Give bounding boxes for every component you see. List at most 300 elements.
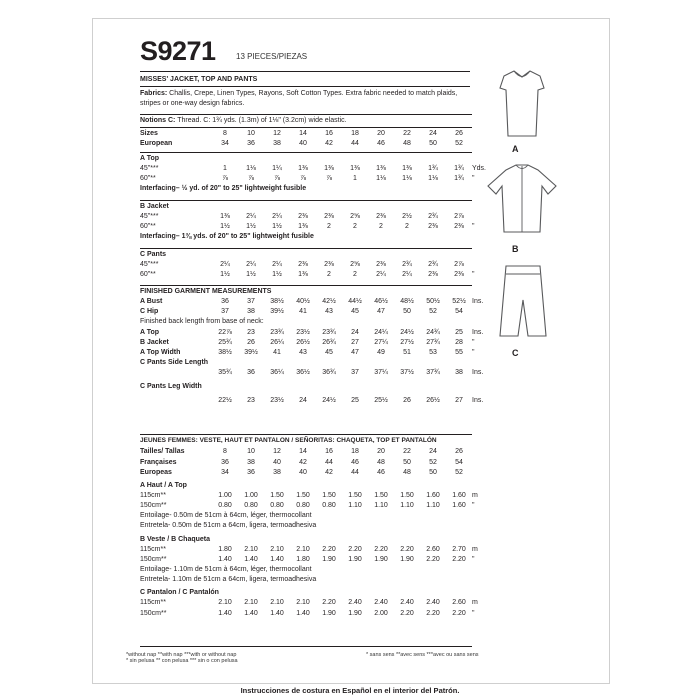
- value-cell: 55: [455, 348, 463, 356]
- value-cell: 54: [455, 458, 463, 466]
- value-cell: 1⅜: [402, 165, 412, 173]
- table-row: [140, 222, 494, 232]
- value-cell: 1⅜: [324, 165, 334, 173]
- value-cell: 37¾: [426, 369, 440, 377]
- section-c-pants: [140, 250, 494, 280]
- value-cell: 2⅜: [298, 261, 308, 269]
- unit-cell: Ins.: [472, 298, 484, 306]
- value-cell: 1.40: [218, 609, 232, 617]
- value-cell: 26: [455, 448, 463, 456]
- size-cell: 36: [247, 140, 255, 148]
- value-cell: 2.40: [426, 599, 440, 607]
- size-cell: 38: [273, 140, 281, 148]
- interfacing-note: Interfacing– 1⅜ yds. of 20" to 25" lightweight fusible: [140, 233, 314, 241]
- interfacing-note: Interfacing– ½ yd. of 20" to 25" lightweight fusible: [140, 185, 307, 193]
- value-cell: 22: [403, 448, 411, 456]
- table-row: [140, 491, 494, 501]
- unit-cell: ": [472, 555, 475, 563]
- value-cell: 1½: [246, 271, 256, 279]
- value-cell: 1.10: [400, 502, 414, 510]
- section-b-jacket: [140, 202, 494, 243]
- value-cell: 40: [299, 468, 307, 476]
- value-cell: 2.20: [400, 545, 414, 553]
- value-cell: 2.20: [322, 599, 336, 607]
- value-cell: 45: [351, 308, 359, 316]
- value-cell: 1.90: [348, 609, 362, 617]
- unit-cell: ": [472, 271, 475, 279]
- value-cell: 1.50: [296, 491, 310, 499]
- row-label: 45"***: [140, 261, 159, 269]
- value-cell: 2.20: [452, 555, 466, 563]
- size-cell: 50: [429, 140, 437, 148]
- value-cell: 2.20: [426, 555, 440, 563]
- table-row: [140, 164, 494, 174]
- table-row: [140, 328, 494, 338]
- value-cell: 47: [351, 348, 359, 356]
- value-cell: 35¾: [218, 369, 232, 377]
- value-cell: ⅞: [222, 175, 228, 183]
- footnotes: [126, 652, 596, 664]
- row-label: A Top Width: [140, 348, 181, 356]
- value-cell: 2¼: [402, 271, 412, 279]
- value-cell: ⅞: [300, 175, 306, 183]
- value-cell: ⅞: [248, 175, 254, 183]
- value-cell: 45: [325, 348, 333, 356]
- value-cell: 49: [377, 348, 385, 356]
- size-cell: 10: [247, 130, 255, 137]
- section-name: B Jacket: [140, 203, 169, 210]
- value-cell: 39½: [270, 308, 284, 316]
- row-label: 45"***: [140, 165, 159, 173]
- unit-cell: ": [472, 338, 475, 346]
- value-cell: 1.40: [218, 555, 232, 563]
- value-cell: 1.90: [322, 609, 336, 617]
- row-label: 60"**: [140, 175, 156, 183]
- value-cell: 25¾: [218, 338, 232, 346]
- value-cell: 2.00: [374, 609, 388, 617]
- row-label: 45"***: [140, 213, 159, 221]
- value-cell: 1.50: [374, 491, 388, 499]
- value-cell: 54: [455, 308, 463, 316]
- figure-a: [470, 68, 600, 154]
- value-cell: 24½: [322, 397, 336, 405]
- value-cell: 1½: [246, 223, 256, 231]
- value-cell: 26¾: [322, 338, 336, 346]
- value-cell: 1⅜: [298, 271, 308, 279]
- value-cell: 2.10: [296, 599, 310, 607]
- value-cell: 28: [455, 338, 463, 346]
- value-cell: 24: [429, 448, 437, 456]
- euro-row-label: European: [140, 140, 173, 148]
- value-cell: 26¼: [270, 338, 284, 346]
- value-cell: 2.20: [322, 545, 336, 553]
- value-cell: 22½: [218, 397, 232, 405]
- finished-measurements: [140, 287, 494, 407]
- value-cell: 2: [327, 223, 331, 231]
- table-row: [140, 447, 494, 457]
- value-cell: 2: [379, 223, 383, 231]
- value-cell: 39½: [244, 348, 258, 356]
- value-cell: 2¾: [428, 213, 438, 221]
- unit-cell: ": [472, 502, 475, 510]
- pieces-count: 13 PIECES/PIEZAS: [236, 52, 308, 61]
- value-cell: 50½: [426, 298, 440, 306]
- value-cell: 2.20: [452, 609, 466, 617]
- row-label: A Top: [140, 328, 160, 336]
- value-cell: 38: [247, 308, 255, 316]
- size-cell: 48: [403, 140, 411, 148]
- value-cell: 2⅜: [428, 223, 438, 231]
- value-cell: 1: [353, 175, 357, 183]
- value-cell: 2¼: [246, 261, 256, 269]
- value-cell: 2.40: [374, 599, 388, 607]
- notions-line: [140, 116, 472, 126]
- value-cell: 24: [351, 328, 359, 336]
- value-cell: 36: [221, 298, 229, 306]
- value-cell: 1.00: [244, 491, 258, 499]
- footnote-line: * sin pelusa ** con pelusa *** sin o con pelusa: [126, 658, 238, 664]
- value-cell: 48½: [400, 298, 414, 306]
- value-cell: 1½: [272, 223, 282, 231]
- value-cell: 2⅝: [350, 213, 360, 221]
- section-name: C Pants: [140, 251, 167, 258]
- value-cell: 1.40: [270, 555, 284, 563]
- value-cell: 2.70: [452, 545, 466, 553]
- row-label: 115cm**: [140, 599, 166, 607]
- value-cell: 24½: [400, 328, 414, 336]
- value-cell: 1.60: [452, 502, 466, 510]
- value-cell: 2⅝: [350, 261, 360, 269]
- value-cell: 2.10: [296, 545, 310, 553]
- value-cell: 2¼: [246, 213, 256, 221]
- value-cell: 40½: [296, 298, 310, 306]
- value-cell: 48: [377, 458, 385, 466]
- value-cell: 37: [221, 308, 229, 316]
- finished-title: FINISHED GARMENT MEASUREMENTS: [140, 288, 272, 295]
- size-cell: 8: [223, 130, 227, 137]
- top-garment-icon: [470, 68, 590, 144]
- row-label: 60"**: [140, 271, 156, 279]
- unit-cell: ": [472, 609, 475, 617]
- value-cell: 1⅜: [376, 165, 386, 173]
- value-cell: 26½: [296, 338, 310, 346]
- table-row: [140, 348, 494, 358]
- value-cell: 42½: [322, 298, 336, 306]
- value-cell: 2⅜: [324, 261, 334, 269]
- size-cell: 44: [351, 140, 359, 148]
- figure-label: B: [512, 244, 519, 254]
- value-cell: 1.40: [244, 609, 258, 617]
- value-cell: 36: [247, 468, 255, 476]
- value-cell: 1.50: [322, 491, 336, 499]
- value-cell: 1¾: [428, 165, 438, 173]
- value-cell: 41: [299, 308, 307, 316]
- value-cell: 1.90: [400, 555, 414, 563]
- group-note: Entretela- 1.10m de 51cm a 64cm, ligera, termoadhesiva: [140, 576, 317, 584]
- value-cell: 41: [273, 348, 281, 356]
- size-cell: 22: [403, 130, 411, 137]
- value-cell: 1.00: [218, 491, 232, 499]
- value-cell: 2⅜: [376, 213, 386, 221]
- value-cell: 12: [273, 448, 281, 456]
- value-cell: 2⅜: [324, 213, 334, 221]
- size-cell: 20: [377, 130, 385, 137]
- value-cell: 23½: [296, 328, 310, 336]
- back-length-title: Finished back length from base of neck:: [140, 318, 264, 326]
- value-cell: 2.10: [270, 599, 284, 607]
- unit-cell: ": [472, 348, 475, 356]
- size-cell: 18: [351, 130, 359, 137]
- value-cell: 1.50: [270, 491, 284, 499]
- table-row: [140, 129, 494, 139]
- footnote-line: *without nap **with nap ***with or without nap: [126, 652, 237, 658]
- value-cell: 34: [221, 468, 229, 476]
- size-cell: 42: [325, 140, 333, 148]
- value-cell: 44: [325, 458, 333, 466]
- figure-label: C: [512, 348, 519, 358]
- group-note: Entoilage- 0.50m de 51cm à 64cm, léger, thermocollant: [140, 512, 312, 520]
- row-label: 150cm**: [140, 555, 167, 563]
- value-cell: 20: [377, 448, 385, 456]
- value-cell: 52: [429, 308, 437, 316]
- table-row: [140, 396, 494, 406]
- value-cell: 1⅛: [246, 165, 256, 173]
- value-cell: 1.40: [244, 555, 258, 563]
- value-cell: 23: [247, 328, 255, 336]
- row-label: 150cm**: [140, 609, 167, 617]
- group-note: Entoilage- 1.10m de 51cm à 64cm, léger, thermocollant: [140, 565, 312, 573]
- table-row: [140, 270, 494, 280]
- size-cell: 40: [299, 140, 307, 148]
- table-row: [140, 260, 494, 270]
- row-label: Tailles/ Tallas: [140, 448, 185, 456]
- notions-text: Thread. C: 1¾ yds. (1.3m) of 1⅛" (3.2cm) wide elastic.: [175, 117, 347, 124]
- value-cell: 1.40: [270, 609, 284, 617]
- page-title: S9271: [140, 36, 216, 66]
- value-cell: 2¼: [376, 271, 386, 279]
- value-cell: 38: [247, 458, 255, 466]
- table-row: [140, 174, 494, 184]
- fabrics-label: Fabrics:: [140, 90, 168, 97]
- value-cell: 37¼: [374, 369, 388, 377]
- row-label: [140, 396, 212, 406]
- figure-label: A: [512, 144, 519, 154]
- value-cell: 52: [455, 468, 463, 476]
- value-cell: 24¼: [374, 328, 388, 336]
- section-a-top: [140, 154, 494, 195]
- value-cell: 1¾: [454, 175, 464, 183]
- value-cell: 2⅜: [428, 271, 438, 279]
- value-cell: 1⅜: [298, 223, 308, 231]
- value-cell: 2¼: [272, 261, 282, 269]
- row-label: C Hip: [140, 308, 159, 316]
- value-cell: 1⅛: [402, 175, 412, 183]
- value-cell: 25½: [374, 397, 388, 405]
- value-cell: 42: [299, 458, 307, 466]
- value-cell: 52: [429, 458, 437, 466]
- value-cell: 16: [325, 448, 333, 456]
- value-cell: 1⅛: [376, 175, 386, 183]
- value-cell: 24: [299, 397, 307, 405]
- spanish-instructions-note: Instrucciones de costura en Español en el interior del Patrón.: [240, 686, 460, 695]
- value-cell: 51: [403, 348, 411, 356]
- table-row: [140, 555, 494, 565]
- group-name: A Haut / A Top: [140, 481, 187, 489]
- section-name: A Top: [140, 155, 160, 162]
- value-cell: 2.40: [400, 599, 414, 607]
- size-cell: 46: [377, 140, 385, 148]
- value-cell: 1.50: [400, 491, 414, 499]
- value-cell: 36¾: [322, 369, 336, 377]
- value-cell: 38½: [270, 298, 284, 306]
- value-cell: 1: [223, 165, 227, 173]
- unit-cell: Ins.: [472, 369, 484, 377]
- row-label: 60"**: [140, 223, 156, 231]
- value-cell: 2: [405, 223, 409, 231]
- value-cell: 0.80: [244, 502, 258, 510]
- group-note: Entretela- 0.50m de 51cm a 64cm, ligera, termoadhesiva: [140, 522, 317, 530]
- value-cell: 23½: [270, 397, 284, 405]
- value-cell: 37: [247, 298, 255, 306]
- value-cell: 36¼: [270, 369, 284, 377]
- value-cell: 2½: [402, 213, 412, 221]
- value-cell: 48: [403, 468, 411, 476]
- table-row: [140, 139, 494, 149]
- table-row: [140, 598, 494, 608]
- table-row: [140, 212, 494, 222]
- value-cell: 2: [327, 271, 331, 279]
- size-cell: 34: [221, 140, 229, 148]
- value-cell: 38: [273, 468, 281, 476]
- value-cell: 2¾: [428, 261, 438, 269]
- value-cell: 46: [377, 468, 385, 476]
- table-row: [140, 297, 494, 307]
- value-cell: 2.20: [400, 609, 414, 617]
- unit-cell: m: [472, 599, 478, 607]
- value-cell: 2.20: [426, 609, 440, 617]
- row-label: 115cm**: [140, 491, 166, 499]
- value-cell: 38: [455, 369, 463, 377]
- row-label: 150cm**: [140, 502, 167, 510]
- unit-cell: Yds.: [472, 165, 487, 173]
- value-cell: 23¾: [270, 328, 284, 336]
- value-cell: 2.20: [348, 545, 362, 553]
- value-cell: 2.40: [348, 599, 362, 607]
- value-cell: 1.10: [348, 502, 362, 510]
- value-cell: 50: [403, 458, 411, 466]
- unit-cell: ": [472, 223, 475, 231]
- value-cell: 43: [299, 348, 307, 356]
- table-row: [140, 545, 494, 555]
- sizes-table: [140, 129, 494, 149]
- table-row: [140, 501, 494, 511]
- value-cell: 2.60: [452, 599, 466, 607]
- value-cell: 2⅜: [298, 213, 308, 221]
- value-cell: 0.80: [270, 502, 284, 510]
- value-cell: 40: [273, 458, 281, 466]
- value-cell: 1.50: [348, 491, 362, 499]
- unit-cell: ": [472, 175, 475, 183]
- leg-width-title: C Pants Leg Width: [140, 383, 202, 391]
- value-cell: 26½: [426, 397, 440, 405]
- size-cell: 52: [455, 140, 463, 148]
- size-cell: 26: [455, 130, 463, 137]
- table-row: [140, 338, 494, 348]
- value-cell: 2.20: [374, 545, 388, 553]
- value-cell: 0.80: [322, 502, 336, 510]
- value-cell: 37½: [400, 369, 414, 377]
- value-cell: 1¼: [272, 165, 282, 173]
- group-name: C Pantalon / C Pantalón: [140, 589, 219, 597]
- value-cell: 1¾: [454, 165, 464, 173]
- multilingual-section: [140, 436, 494, 619]
- value-cell: ⅞: [274, 175, 280, 183]
- table-row: [140, 468, 494, 478]
- sizes-row-label: Sizes: [140, 130, 158, 137]
- value-cell: 50: [429, 468, 437, 476]
- row-label: 115cm**: [140, 545, 166, 553]
- value-cell: 52½: [452, 298, 466, 306]
- unit-cell: m: [472, 491, 478, 499]
- size-cell: 14: [299, 130, 307, 137]
- value-cell: 42: [325, 468, 333, 476]
- value-cell: 10: [247, 448, 255, 456]
- value-cell: 1⅜: [350, 165, 360, 173]
- unit-cell: Ins.: [472, 397, 484, 405]
- row-label: A Bust: [140, 298, 163, 306]
- value-cell: 1.90: [374, 555, 388, 563]
- notions-label: Notions C:: [140, 117, 176, 124]
- value-cell: 2⅜: [454, 271, 464, 279]
- value-cell: 22⅞: [218, 328, 232, 336]
- value-cell: ⅞: [326, 175, 332, 183]
- value-cell: 2.10: [244, 599, 258, 607]
- value-cell: 27¾: [426, 338, 440, 346]
- value-cell: 2.60: [426, 545, 440, 553]
- value-cell: 36: [247, 369, 255, 377]
- size-cell: 12: [273, 130, 281, 137]
- value-cell: 2: [353, 271, 357, 279]
- value-cell: 24¾: [426, 328, 440, 336]
- value-cell: 47: [377, 308, 385, 316]
- row-label: [140, 368, 212, 378]
- value-cell: 53: [429, 348, 437, 356]
- value-cell: 1⅜: [220, 213, 230, 221]
- value-cell: 27: [455, 397, 463, 405]
- garment-subtitle: MISSES' JACKET, TOP AND PANTS: [140, 76, 258, 83]
- value-cell: 2¼: [220, 261, 230, 269]
- value-cell: 46½: [374, 298, 388, 306]
- value-cell: 0.80: [296, 502, 310, 510]
- value-cell: 25: [455, 328, 463, 336]
- figure-c: [470, 262, 600, 358]
- value-cell: 1.40: [296, 609, 310, 617]
- value-cell: 1½: [220, 271, 230, 279]
- value-cell: 8: [223, 448, 227, 456]
- unit-cell: Ins.: [472, 328, 484, 336]
- value-cell: 1.10: [426, 502, 440, 510]
- value-cell: 27: [351, 338, 359, 346]
- value-cell: 1⅜: [298, 165, 308, 173]
- value-cell: 27¼: [374, 338, 388, 346]
- multilingual-title: JEUNES FEMMES: VESTE, HAUT ET PANTALON / SEÑORITAS: CHAQUETA, TOP ET PANTALÓN: [140, 437, 437, 444]
- value-cell: 44½: [348, 298, 362, 306]
- size-cell: 24: [429, 130, 437, 137]
- value-cell: 2: [353, 223, 357, 231]
- value-cell: 2¾: [402, 261, 412, 269]
- size-cell: 16: [325, 130, 333, 137]
- value-cell: 50: [403, 308, 411, 316]
